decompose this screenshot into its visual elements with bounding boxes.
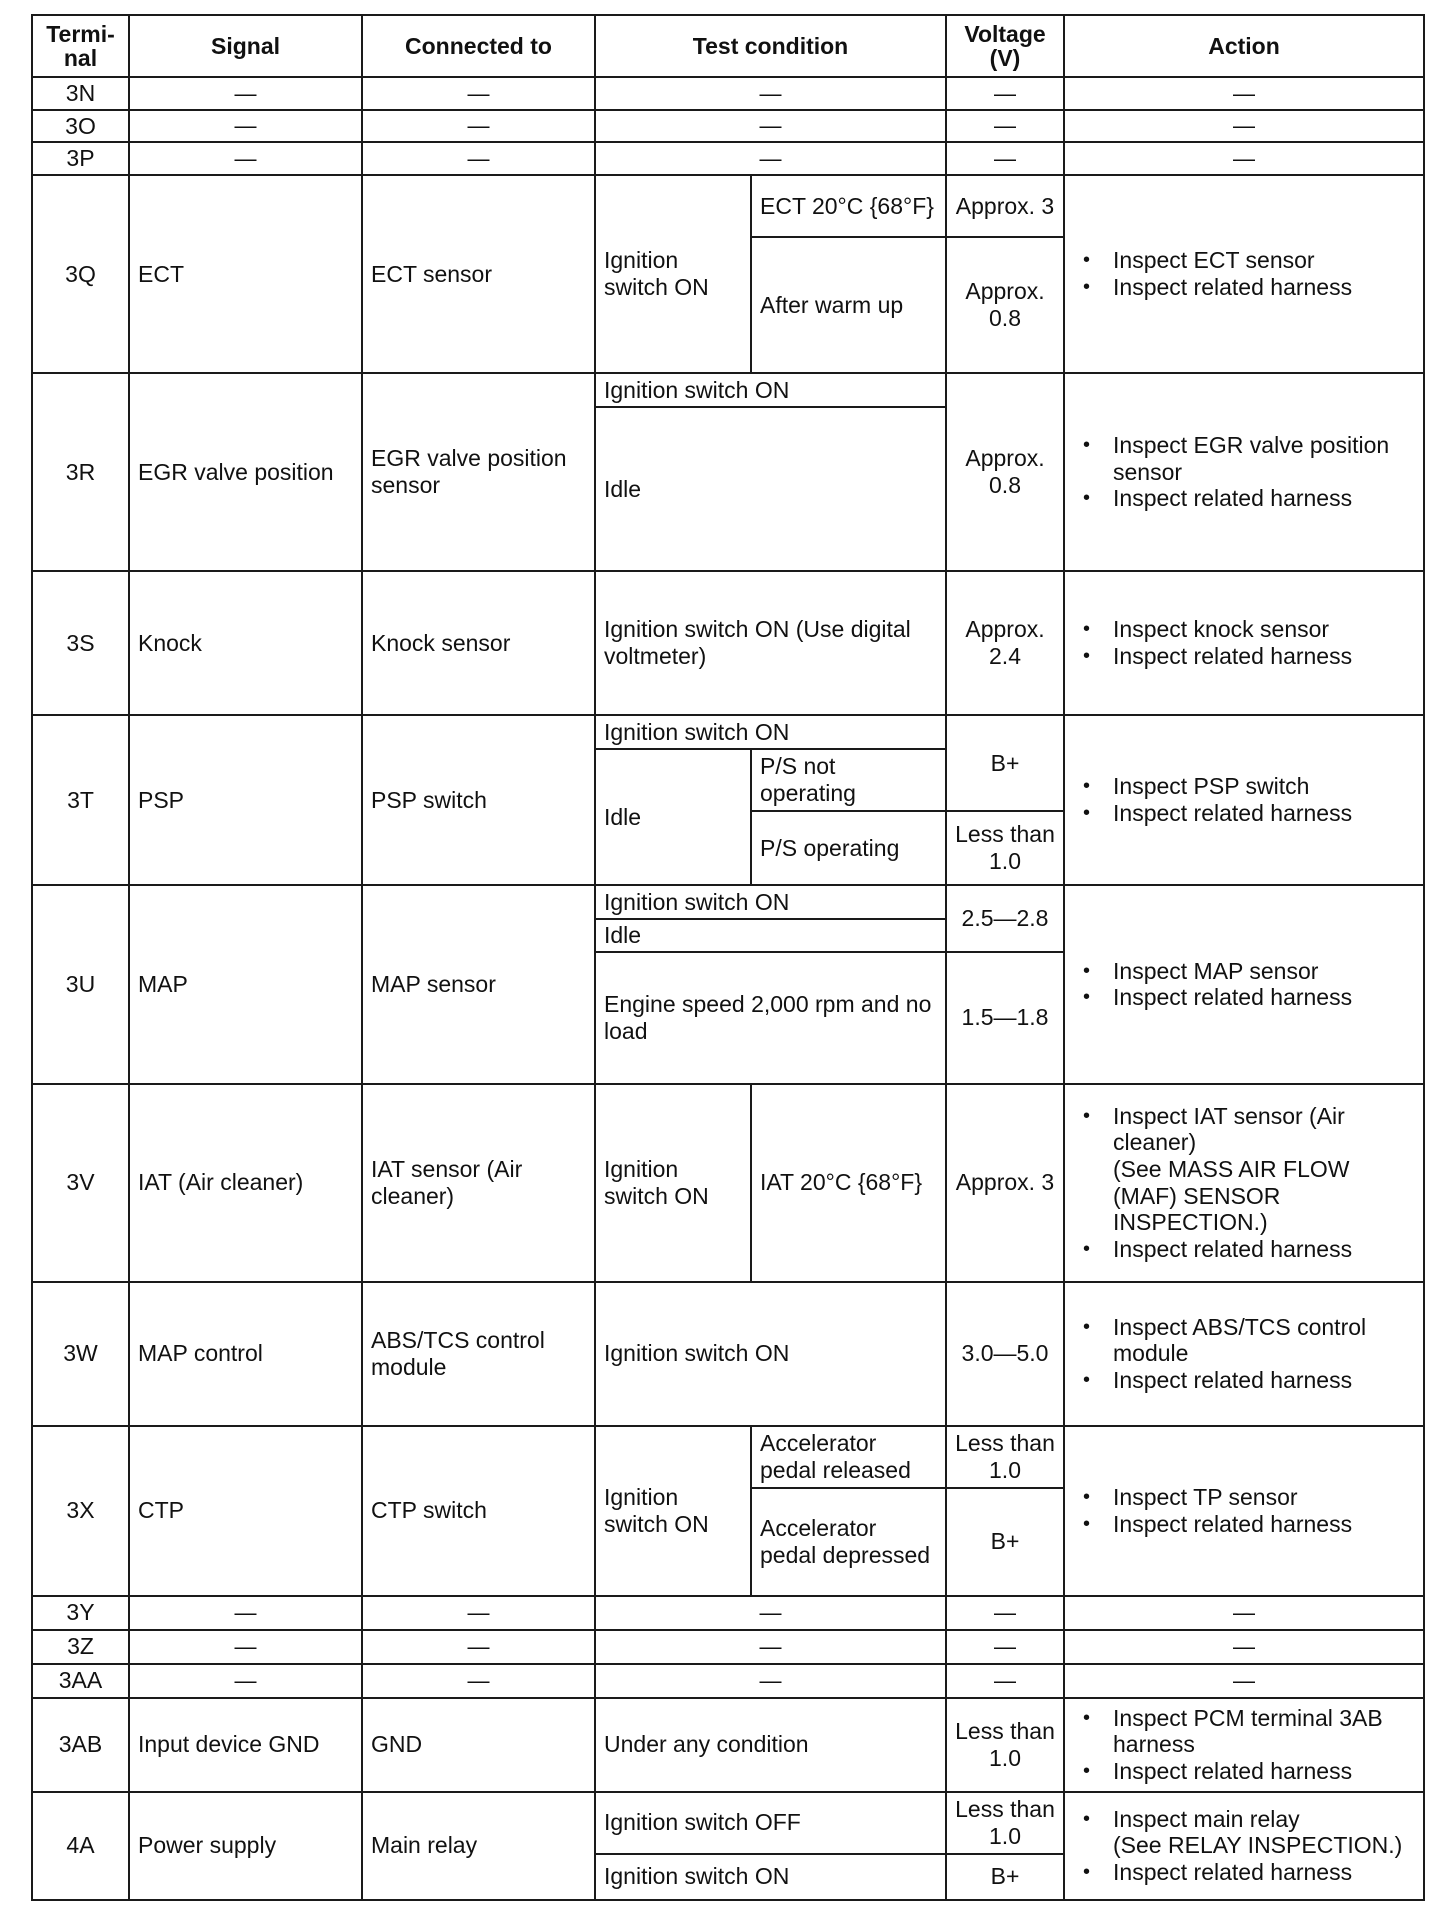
sub-condition-cell: ECT 20°C {68°F}: [751, 175, 946, 237]
condition-dash: —: [595, 1664, 946, 1698]
terminal-cell: 3S: [32, 571, 129, 715]
table-row-3z: [32, 1630, 1424, 1664]
terminal-cell: 3U: [32, 885, 129, 1084]
action-item: • Inspect PSP switch: [1083, 773, 1310, 800]
connected-dash: —: [362, 77, 595, 110]
action-cell: [1064, 1426, 1424, 1596]
condition-cell: Ignition switch ON: [595, 1084, 751, 1282]
bullet-icon: •: [1083, 1238, 1091, 1261]
signal-cell: ECT: [129, 175, 362, 373]
action-dash: —: [1064, 1630, 1424, 1664]
header-signal: Signal: [129, 15, 362, 77]
action-item: • Inspect related harness: [1083, 1859, 1353, 1886]
table-row-3o: [32, 110, 1424, 143]
connected-cell: PSP switch: [362, 715, 595, 885]
signal-cell: CTP: [129, 1426, 362, 1596]
voltage-cell: Approx. 3: [946, 1084, 1064, 1282]
bullet-icon: •: [1083, 1706, 1091, 1729]
terminal-cell: 3T: [32, 715, 129, 885]
table-row-3q: [32, 175, 1424, 237]
bullet-icon: •: [1083, 775, 1091, 798]
condition-dash: —: [595, 77, 946, 110]
terminal-cell: 3AB: [32, 1698, 129, 1792]
condition-cell: Idle: [595, 919, 946, 952]
signal-dash: —: [129, 77, 362, 110]
voltage-cell: 1.5—1.8: [946, 952, 1064, 1084]
bullet-icon: •: [1083, 986, 1091, 1009]
action-cell: [1064, 175, 1424, 373]
header-terminal: Termi-nal: [32, 15, 129, 77]
action-item: • Inspect main relay (See RELAY INSPECTION.): [1083, 1805, 1403, 1859]
bullet-icon: •: [1083, 618, 1091, 641]
action-cell: [1064, 373, 1424, 571]
condition-dash: —: [595, 1630, 946, 1664]
table-row-3aa: [32, 1664, 1424, 1698]
condition-cell: Ignition switch ON: [595, 373, 946, 407]
condition-cell: Ignition switch OFF: [595, 1792, 946, 1854]
table-row-3n: [32, 77, 1424, 110]
table-row-3u: [32, 885, 1424, 919]
action-dash: —: [1064, 142, 1424, 175]
signal-cell: Input device GND: [129, 1698, 362, 1792]
action-cell: [1064, 1282, 1424, 1426]
pcm-terminal-voltage-table: [31, 14, 1425, 1901]
signal-cell: EGR valve position: [129, 373, 362, 571]
condition-cell: Idle: [595, 407, 946, 571]
terminal-cell: 3Q: [32, 175, 129, 373]
condition-cell: Ignition switch ON: [595, 1282, 946, 1426]
action-item: • Inspect knock sensor: [1083, 616, 1330, 643]
sub-condition-cell: P/S not operating: [751, 749, 946, 811]
terminal-cell: 3W: [32, 1282, 129, 1426]
bullet-icon: •: [1083, 802, 1091, 825]
connected-cell: ECT sensor: [362, 175, 595, 373]
action-item: • Inspect related harness: [1083, 1367, 1353, 1394]
voltage-cell: Approx. 0.8: [946, 237, 1064, 373]
voltage-cell: B+: [946, 715, 1064, 811]
table-row-3r: [32, 373, 1424, 407]
bullet-icon: •: [1083, 1861, 1091, 1884]
voltage-cell: Approx. 2.4: [946, 571, 1064, 715]
connected-cell: EGR valve position sensor: [362, 373, 595, 571]
sub-condition-cell: Accelerator pedal depressed: [751, 1488, 946, 1596]
bullet-icon: •: [1083, 1512, 1091, 1535]
bullet-icon: •: [1083, 487, 1091, 510]
terminal-cell: 3V: [32, 1084, 129, 1282]
action-dash: —: [1064, 1664, 1424, 1698]
action-item: • Inspect MAP sensor: [1083, 957, 1319, 984]
sub-condition-cell: P/S operating: [751, 811, 946, 885]
voltage-dash: —: [946, 1664, 1064, 1698]
action-item: • Inspect related harness: [1083, 1236, 1353, 1263]
terminal-cell: 3Y: [32, 1596, 129, 1630]
header-test-condition: Test condition: [595, 15, 946, 77]
table-row-3v: [32, 1084, 1424, 1282]
header-row: [32, 15, 1424, 77]
table-row-4a: [32, 1792, 1424, 1854]
condition-dash: —: [595, 110, 946, 143]
signal-cell: PSP: [129, 715, 362, 885]
action-item: • Inspect related harness: [1083, 643, 1353, 670]
terminal-cell: 4A: [32, 1792, 129, 1900]
voltage-cell: Approx. 3: [946, 175, 1064, 237]
connected-cell: MAP sensor: [362, 885, 595, 1084]
bullet-icon: •: [1083, 959, 1091, 982]
action-item: • Inspect related harness: [1083, 485, 1353, 512]
bullet-icon: •: [1083, 1760, 1091, 1783]
action-item: • Inspect TP sensor: [1083, 1484, 1298, 1511]
terminal-cell: 3O: [32, 110, 129, 143]
table-row-3s: [32, 571, 1424, 715]
signal-dash: —: [129, 110, 362, 143]
voltage-dash: —: [946, 1630, 1064, 1664]
terminal-cell: 3R: [32, 373, 129, 571]
voltage-cell: Less than 1.0: [946, 1426, 1064, 1488]
action-dash: —: [1064, 1596, 1424, 1630]
condition-dash: —: [595, 142, 946, 175]
action-item: • Inspect ABS/TCS control module: [1083, 1313, 1367, 1367]
voltage-dash: —: [946, 77, 1064, 110]
voltage-dash: —: [946, 110, 1064, 143]
action-dash: —: [1064, 110, 1424, 143]
voltage-dash: —: [946, 1596, 1064, 1630]
header-connected-to: Connected to: [362, 15, 595, 77]
action-item: • Inspect related harness: [1083, 1758, 1353, 1785]
bullet-icon: •: [1083, 1315, 1091, 1338]
table-row-3y: [32, 1596, 1424, 1630]
terminal-cell: 3Z: [32, 1630, 129, 1664]
header-voltage: Voltage (V): [946, 15, 1064, 77]
action-cell: [1064, 1084, 1424, 1282]
condition-cell: Under any condition: [595, 1698, 946, 1792]
connected-dash: —: [362, 110, 595, 143]
voltage-cell: 3.0—5.0: [946, 1282, 1064, 1426]
bullet-icon: •: [1083, 249, 1091, 272]
signal-cell: Power supply: [129, 1792, 362, 1900]
connected-cell: GND: [362, 1698, 595, 1792]
connected-dash: —: [362, 1664, 595, 1698]
connected-cell: Knock sensor: [362, 571, 595, 715]
terminal-cell: 3N: [32, 77, 129, 110]
signal-dash: —: [129, 1630, 362, 1664]
table-row-3w: [32, 1282, 1424, 1426]
bullet-icon: •: [1083, 434, 1091, 456]
sub-condition-cell: Accelerator pedal released: [751, 1426, 946, 1488]
action-cell: [1064, 715, 1424, 885]
voltage-cell: Less than 1.0: [946, 1698, 1064, 1792]
connected-dash: —: [362, 1630, 595, 1664]
action-dash: —: [1064, 77, 1424, 110]
bullet-icon: •: [1083, 1486, 1091, 1509]
condition-cell: Ignition switch ON: [595, 175, 751, 373]
action-cell: [1064, 885, 1424, 1084]
signal-dash: —: [129, 1596, 362, 1630]
voltage-cell: Less than 1.0: [946, 811, 1064, 885]
table-row-3p: [32, 142, 1424, 175]
voltage-cell: Less than 1.0: [946, 1792, 1064, 1854]
action-item: • Inspect related harness: [1083, 1510, 1353, 1537]
condition-dash: —: [595, 1596, 946, 1630]
condition-cell: Ignition switch ON: [595, 1426, 751, 1596]
connected-dash: —: [362, 142, 595, 175]
connected-cell: CTP switch: [362, 1426, 595, 1596]
signal-dash: —: [129, 1664, 362, 1698]
action-item: • Inspect ECT sensor: [1083, 247, 1315, 274]
connected-cell: IAT sensor (Air cleaner): [362, 1084, 595, 1282]
table-row-3x: [32, 1426, 1424, 1488]
table-row-3t: [32, 715, 1424, 749]
signal-cell: Knock: [129, 571, 362, 715]
action-item: • Inspect IAT sensor (Air cleaner) (See MASS AIR FLOW (MAF) SENSOR INSPECTION.): [1083, 1102, 1350, 1236]
signal-cell: MAP control: [129, 1282, 362, 1426]
action-item: • Inspect related harness: [1083, 800, 1353, 827]
connected-cell: ABS/TCS control module: [362, 1282, 595, 1426]
connected-dash: —: [362, 1596, 595, 1630]
action-cell: [1064, 1792, 1424, 1900]
terminal-cell: 3AA: [32, 1664, 129, 1698]
action-item: • Inspect EGR valve position sensor: [1083, 432, 1390, 485]
voltage-cell: 2.5—2.8: [946, 885, 1064, 952]
signal-cell: MAP: [129, 885, 362, 1084]
condition-cell: Ignition switch ON (Use digital voltmeter): [595, 571, 946, 715]
condition-cell: Ignition switch ON: [595, 885, 946, 919]
bullet-icon: •: [1083, 1369, 1091, 1392]
voltage-cell: B+: [946, 1854, 1064, 1900]
voltage-dash: —: [946, 142, 1064, 175]
bullet-icon: •: [1083, 645, 1091, 668]
condition-cell: Idle: [595, 749, 751, 885]
header-action: Action: [1064, 15, 1424, 77]
terminal-cell: 3X: [32, 1426, 129, 1596]
sub-condition-cell: After warm up: [751, 237, 946, 373]
signal-dash: —: [129, 142, 362, 175]
condition-cell: Engine speed 2,000 rpm and no load: [595, 952, 946, 1084]
condition-cell: Ignition switch ON: [595, 1854, 946, 1900]
voltage-cell: Approx. 0.8: [946, 373, 1064, 571]
action-cell: [1064, 1698, 1424, 1792]
terminal-cell: 3P: [32, 142, 129, 175]
voltage-cell: B+: [946, 1488, 1064, 1596]
condition-cell: Ignition switch ON: [595, 715, 946, 749]
connected-cell: Main relay: [362, 1792, 595, 1900]
action-cell: [1064, 571, 1424, 715]
signal-cell: IAT (Air cleaner): [129, 1084, 362, 1282]
table-row-3ab: [32, 1698, 1424, 1792]
bullet-icon: •: [1083, 1807, 1091, 1830]
action-item: • Inspect PCM terminal 3AB harness: [1083, 1704, 1383, 1758]
bullet-icon: •: [1083, 276, 1091, 299]
action-item: • Inspect related harness: [1083, 984, 1353, 1011]
bullet-icon: •: [1083, 1104, 1091, 1127]
sub-condition-cell: IAT 20°C {68°F}: [751, 1084, 946, 1282]
action-item: • Inspect related harness: [1083, 274, 1353, 301]
